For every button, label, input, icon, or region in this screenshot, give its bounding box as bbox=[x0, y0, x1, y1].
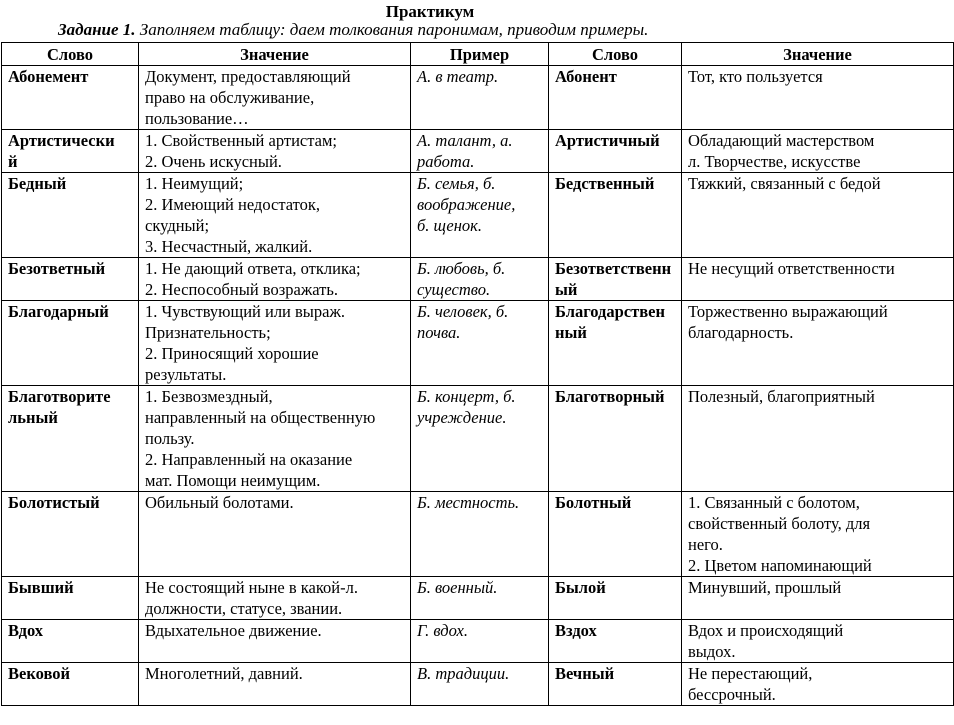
header-word-1: Слово bbox=[2, 43, 139, 66]
example-cell bbox=[411, 301, 549, 386]
cell-line: Бедный bbox=[8, 174, 67, 193]
meaning-cell bbox=[139, 620, 411, 663]
cell-line: Артистически bbox=[8, 131, 115, 150]
paronym-meaning-cell bbox=[682, 173, 954, 258]
cell-line: л. Творчестве, искусстве bbox=[688, 152, 861, 171]
example-cell bbox=[411, 492, 549, 577]
cell-line: скудный; bbox=[145, 216, 210, 235]
cell-line: Благотворите bbox=[8, 387, 111, 406]
word-cell bbox=[2, 301, 139, 386]
cell-line: А. талант, а. bbox=[417, 131, 513, 150]
meaning-cell bbox=[139, 301, 411, 386]
meaning-cell bbox=[139, 130, 411, 173]
paronym-meaning-cell bbox=[682, 663, 954, 706]
table-row bbox=[2, 386, 954, 492]
meaning-cell bbox=[139, 386, 411, 492]
cell-line: Благодарствен bbox=[555, 302, 665, 321]
cell-line: почва. bbox=[417, 323, 461, 342]
paronym-cell bbox=[549, 386, 682, 492]
paronym-cell bbox=[549, 620, 682, 663]
cell-line: ный bbox=[555, 323, 587, 342]
example-cell bbox=[411, 130, 549, 173]
paronym-cell bbox=[549, 663, 682, 706]
cell-line: Не состоящий ныне в какой-л. bbox=[145, 578, 358, 597]
cell-line: Многолетний, давний. bbox=[145, 664, 303, 683]
header-example: Пример bbox=[411, 43, 549, 66]
meaning-cell bbox=[139, 492, 411, 577]
cell-line: Болотистый bbox=[8, 493, 100, 512]
cell-line: Полезный, благоприятный bbox=[688, 387, 875, 406]
header-meaning-2: Значение bbox=[682, 43, 954, 66]
paronym-meaning-cell bbox=[682, 301, 954, 386]
word-cell bbox=[2, 620, 139, 663]
table-header-row bbox=[2, 43, 954, 66]
paronym-meaning-cell bbox=[682, 620, 954, 663]
cell-line: свойственный болоту, для bbox=[688, 514, 871, 533]
cell-line: воображение, bbox=[417, 195, 516, 214]
cell-line: Вдох и происходящий bbox=[688, 621, 844, 640]
cell-line: Б. местность. bbox=[417, 493, 520, 512]
cell-line: й bbox=[8, 152, 18, 171]
cell-line: Вдыхательное движение. bbox=[145, 621, 322, 640]
cell-line: Минувший, прошлый bbox=[688, 578, 842, 597]
meaning-cell bbox=[139, 258, 411, 301]
cell-line: Артистичный bbox=[555, 131, 660, 150]
cell-line: Болотный bbox=[555, 493, 632, 512]
cell-line: Тяжкий, связанный с бедой bbox=[688, 174, 881, 193]
cell-line: Б. военный. bbox=[417, 578, 498, 597]
table-row bbox=[2, 663, 954, 706]
table-row bbox=[2, 66, 954, 130]
cell-line: результаты. bbox=[145, 365, 227, 384]
cell-line: работа. bbox=[417, 152, 475, 171]
paronym-meaning-cell bbox=[682, 66, 954, 130]
cell-line: Не несущий ответственности bbox=[688, 259, 895, 278]
cell-line: Благодарный bbox=[8, 302, 109, 321]
cell-line: Документ, предоставляющий bbox=[145, 67, 351, 86]
example-cell bbox=[411, 663, 549, 706]
paronym-meaning-cell bbox=[682, 492, 954, 577]
cell-line: Б. семья, б. bbox=[417, 174, 496, 193]
cell-line: Вздох bbox=[555, 621, 597, 640]
cell-line: Вековой bbox=[8, 664, 71, 683]
cell-line: 1. Безвозмездный, bbox=[145, 387, 273, 406]
cell-line: Бывший bbox=[8, 578, 74, 597]
table-row bbox=[2, 258, 954, 301]
header-meaning-1: Значение bbox=[139, 43, 411, 66]
cell-line: Бедственный bbox=[555, 174, 655, 193]
table-row bbox=[2, 577, 954, 620]
cell-line: ый bbox=[555, 280, 578, 299]
example-cell bbox=[411, 620, 549, 663]
paronym-meaning-cell bbox=[682, 386, 954, 492]
meaning-cell bbox=[139, 173, 411, 258]
cell-line: 3. Несчастный, жалкий. bbox=[145, 237, 313, 256]
cell-line: должности, статусе, звании. bbox=[145, 599, 343, 618]
cell-line: льный bbox=[8, 408, 58, 427]
word-cell bbox=[2, 173, 139, 258]
word-cell bbox=[2, 130, 139, 173]
cell-line: право на обслуживание, bbox=[145, 88, 315, 107]
cell-line: Обладающий мастерством bbox=[688, 131, 875, 150]
paronym-meaning-cell bbox=[682, 258, 954, 301]
cell-line: В. традиции. bbox=[417, 664, 510, 683]
cell-line: 2. Неспособный возражать. bbox=[145, 280, 338, 299]
cell-line: Вечный bbox=[555, 664, 615, 683]
meaning-cell bbox=[139, 66, 411, 130]
word-cell bbox=[2, 258, 139, 301]
cell-line: пользу. bbox=[145, 429, 195, 448]
cell-line: выдох. bbox=[688, 642, 736, 661]
cell-line: б. щенок. bbox=[417, 216, 483, 235]
paronym-cell bbox=[549, 66, 682, 130]
table-body bbox=[2, 66, 954, 706]
paronym-cell bbox=[549, 173, 682, 258]
paronyms-table bbox=[1, 42, 954, 706]
cell-line: Б. любовь, б. bbox=[417, 259, 506, 278]
cell-line: пользование… bbox=[145, 109, 249, 128]
cell-line: Тот, кто пользуется bbox=[688, 67, 823, 86]
cell-line: мат. Помощи неимущим. bbox=[145, 471, 321, 490]
task-text: Заполняем таблицу: даем толкования паронимам, приводим примеры. bbox=[139, 20, 649, 39]
cell-line: Признательность; bbox=[145, 323, 271, 342]
table-row bbox=[2, 173, 954, 258]
cell-line: 2. Очень искусный. bbox=[145, 152, 282, 171]
cell-line: Б. человек, б. bbox=[417, 302, 509, 321]
header-word-2: Слово bbox=[549, 43, 682, 66]
table-row bbox=[2, 130, 954, 173]
cell-line: Не перестающий, bbox=[688, 664, 813, 683]
example-cell bbox=[411, 66, 549, 130]
cell-line: Г. вдох. bbox=[417, 621, 468, 640]
meaning-cell bbox=[139, 663, 411, 706]
cell-line: бессрочный. bbox=[688, 685, 776, 704]
cell-line: 1. Связанный с болотом, bbox=[688, 493, 860, 512]
example-cell bbox=[411, 386, 549, 492]
paronym-cell bbox=[549, 258, 682, 301]
cell-line: 1. Свойственный артистам; bbox=[145, 131, 337, 150]
word-cell bbox=[2, 663, 139, 706]
cell-line: Торжественно выражающий bbox=[688, 302, 888, 321]
word-cell bbox=[2, 577, 139, 620]
cell-line: А. в театр. bbox=[417, 67, 499, 86]
cell-line: Безответственн bbox=[555, 259, 672, 278]
cell-line: Абонент bbox=[555, 67, 617, 86]
paronym-meaning-cell bbox=[682, 130, 954, 173]
cell-line: Безответный bbox=[8, 259, 106, 278]
word-cell bbox=[2, 386, 139, 492]
cell-line: Благотворный bbox=[555, 387, 665, 406]
cell-line: 2. Приносящий хорошие bbox=[145, 344, 319, 363]
cell-line: Абонемент bbox=[8, 67, 89, 86]
cell-line: учреждение. bbox=[417, 408, 507, 427]
cell-line: 2. Цветом напоминающий bbox=[688, 556, 872, 575]
paronym-cell bbox=[549, 301, 682, 386]
cell-line: направленный на общественную bbox=[145, 408, 376, 427]
table-row bbox=[2, 301, 954, 386]
cell-line: Б. концерт, б. bbox=[417, 387, 516, 406]
cell-line: 1. Неимущий; bbox=[145, 174, 244, 193]
cell-line: 2. Имеющий недостаток, bbox=[145, 195, 321, 214]
paronym-cell bbox=[549, 492, 682, 577]
cell-line: 2. Направленный на оказание bbox=[145, 450, 353, 469]
word-cell bbox=[2, 66, 139, 130]
table-row bbox=[2, 620, 954, 663]
cell-line: существо. bbox=[417, 280, 491, 299]
cell-line: него. bbox=[688, 535, 723, 554]
example-cell bbox=[411, 173, 549, 258]
paronym-meaning-cell bbox=[682, 577, 954, 620]
cell-line: Обильный болотами. bbox=[145, 493, 294, 512]
page-title: Практикум bbox=[385, 2, 475, 21]
table-row bbox=[2, 492, 954, 577]
cell-line: Былой bbox=[555, 578, 606, 597]
example-cell bbox=[411, 577, 549, 620]
task-label: Задание 1. bbox=[58, 20, 136, 39]
cell-line: благодарность. bbox=[688, 323, 794, 342]
task-description bbox=[58, 20, 648, 40]
cell-line: 1. Чувствующий или выраж. bbox=[145, 302, 345, 321]
meaning-cell bbox=[139, 577, 411, 620]
paronym-cell bbox=[549, 577, 682, 620]
paronym-cell bbox=[549, 130, 682, 173]
example-cell bbox=[411, 258, 549, 301]
word-cell bbox=[2, 492, 139, 577]
cell-line: 1. Не дающий ответа, отклика; bbox=[145, 259, 361, 278]
cell-line: Вдох bbox=[8, 621, 44, 640]
